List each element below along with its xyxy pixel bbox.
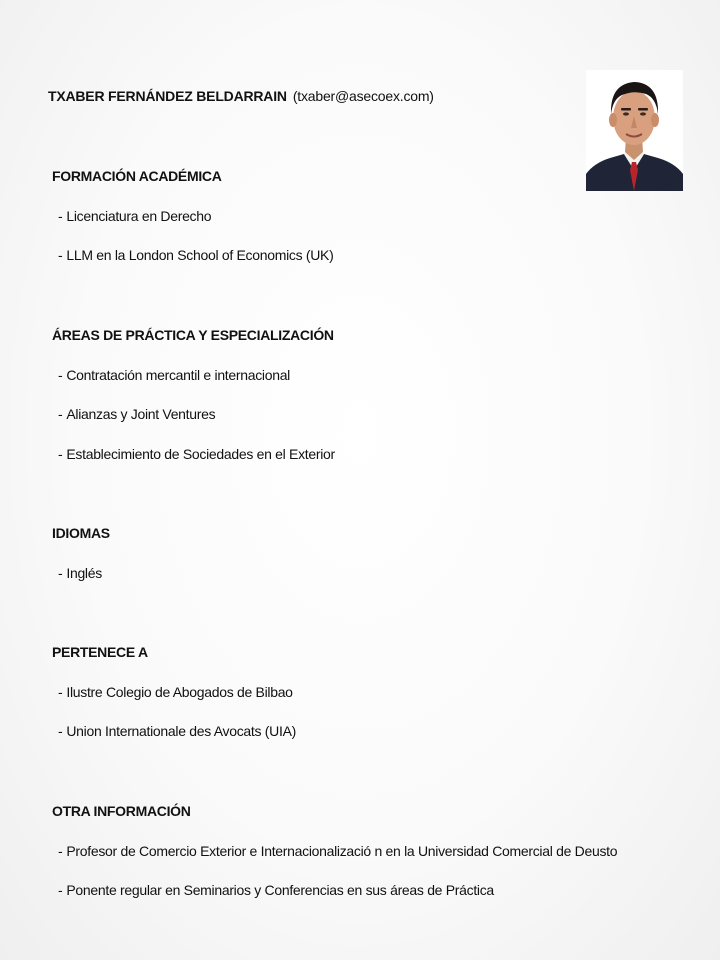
list-item-text: Contratación mercantil e internacional	[66, 367, 290, 383]
section-title-idiomas: IDIOMAS	[52, 525, 110, 541]
list-item-text: LLM en la London School of Economics (UK)	[66, 247, 334, 263]
list-item-text: Profesor de Comercio Exterior e Internacionalizació n en la Universidad Comercial de Deusto	[66, 843, 618, 859]
list-item-text: Inglés	[66, 565, 102, 581]
list-item-text: Licenciatura en Derecho	[66, 208, 212, 224]
list-item	[58, 406, 215, 422]
person-name: TXABER FERNÁNDEZ BELDARRAIN	[48, 88, 287, 104]
list-dash: -	[58, 843, 63, 859]
list-item-text: Union Internationale des Avocats (UIA)	[66, 723, 296, 739]
list-item	[58, 882, 494, 898]
list-dash: -	[58, 406, 63, 422]
list-item	[58, 843, 617, 859]
list-dash: -	[58, 446, 63, 462]
section-title-pertenece: PERTENECE A	[52, 644, 148, 660]
list-dash: -	[58, 208, 63, 224]
list-dash: -	[58, 565, 63, 581]
list-item-text: Alianzas y Joint Ventures	[66, 406, 216, 422]
section-title-formacion: FORMACIÓN ACADÉMICA	[52, 168, 222, 184]
person-email: (txaber@asecoex.com)	[292, 88, 434, 104]
list-item	[58, 247, 333, 263]
list-dash: -	[58, 684, 63, 700]
list-item-text: Establecimiento de Sociedades en el Exterior	[66, 446, 335, 462]
cv-header	[48, 88, 434, 104]
list-item	[58, 367, 290, 383]
list-item	[58, 723, 296, 739]
list-dash: -	[58, 247, 63, 263]
list-item	[58, 565, 102, 581]
list-item	[58, 446, 335, 462]
list-item	[58, 208, 211, 224]
list-item	[58, 684, 293, 700]
section-title-otra: OTRA INFORMACIÓN	[52, 803, 191, 819]
section-title-areas: ÁREAS DE PRÁCTICA Y ESPECIALIZACIÓN	[52, 327, 334, 343]
list-item-text: Ilustre Colegio de Abogados de Bilbao	[66, 684, 293, 700]
list-dash: -	[58, 367, 63, 383]
portrait-photo-icon	[586, 70, 683, 191]
list-dash: -	[58, 882, 63, 898]
list-dash: -	[58, 723, 63, 739]
list-item-text: Ponente regular en Seminarios y Conferencias en sus áreas de Práctica	[66, 882, 494, 898]
